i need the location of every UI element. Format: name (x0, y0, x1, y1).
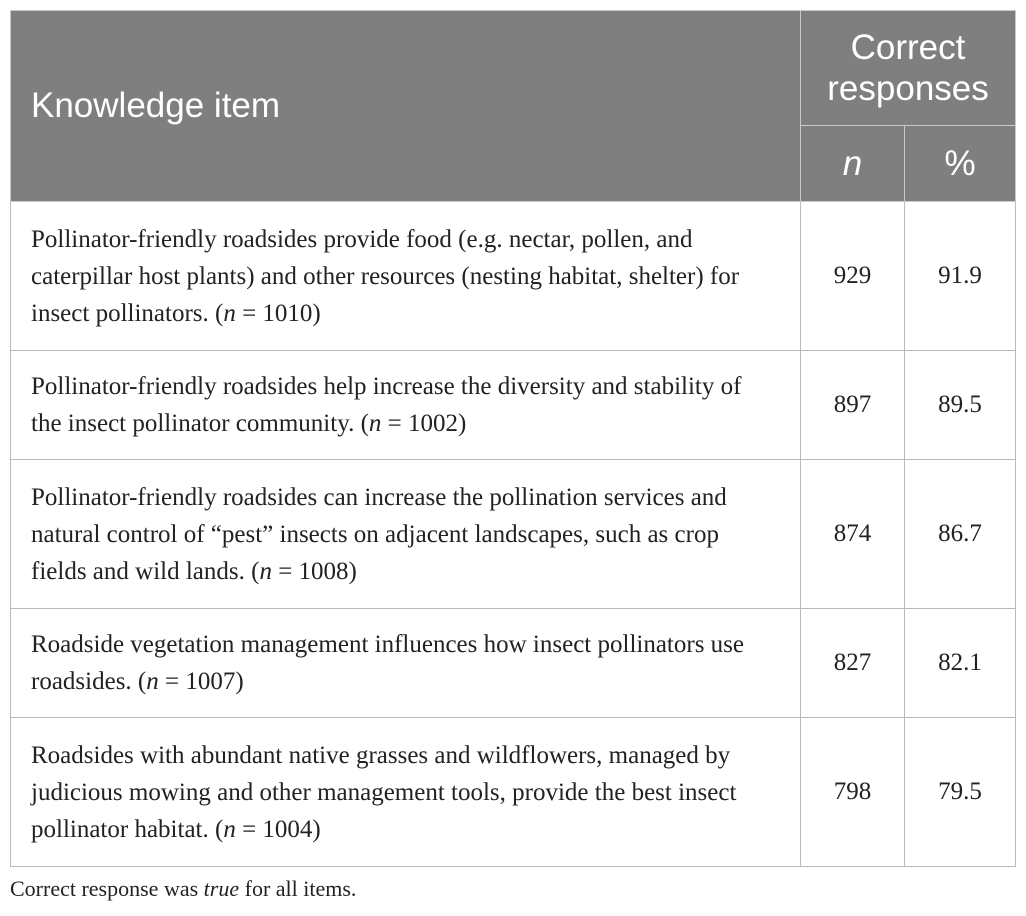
table-row (11, 609, 1016, 718)
table-row (11, 351, 1016, 460)
knowledge-item-cell (11, 609, 801, 718)
item-text: Roadsides with abundant native grasses and wildflowers, managed by judicious mowing and other management tools, provide the best insect pollinator habitat. ( (31, 741, 737, 843)
table-row (11, 460, 1016, 609)
n-cell: 897 (801, 351, 905, 460)
n-cell: 929 (801, 202, 905, 351)
n-column-header: n (801, 126, 905, 202)
item-n-label: n (368, 410, 382, 437)
percent-cell: 82.1 (905, 609, 1016, 718)
item-text: Pollinator-friendly roadsides help increase the diversity and stability of the insect pollinator community. ( (31, 373, 742, 437)
knowledge-table-container (10, 10, 1015, 867)
percent-cell: 86.7 (905, 460, 1016, 609)
percent-cell: 89.5 (905, 351, 1016, 460)
footnote-after: for all items. (239, 876, 357, 901)
knowledge-item-cell (11, 351, 801, 460)
item-n-value: = 1010) (235, 299, 321, 327)
n-cell: 874 (801, 460, 905, 609)
percent-column-header: % (905, 126, 1016, 202)
percent-cell: 91.9 (905, 202, 1016, 351)
item-n-label: n (223, 815, 236, 843)
item-n-value: = 1004) (235, 815, 321, 843)
table-header (11, 11, 1016, 202)
item-n-label: n (223, 299, 236, 327)
percent-cell: 79.5 (905, 718, 1016, 867)
footnote-emphasis: true (203, 876, 240, 901)
n-cell: 798 (801, 718, 905, 867)
knowledge-item-header: Knowledge item (11, 11, 801, 202)
n-cell: 827 (801, 609, 905, 718)
item-n-value: = 1002) (381, 410, 467, 437)
knowledge-table (10, 10, 1016, 867)
item-text: Pollinator-friendly roadsides can increase the pollination services and natural control of “pest” insects on adjacent landscapes, such as crop fields and wild lands. ( (31, 483, 727, 585)
table-body (11, 202, 1016, 867)
footnote-before: Correct response was (10, 876, 204, 901)
knowledge-item-cell (11, 202, 801, 351)
table-row (11, 718, 1016, 867)
item-n-value: = 1008) (271, 557, 357, 585)
table-footnote (10, 876, 356, 902)
item-n-value: = 1007) (158, 668, 244, 695)
knowledge-item-cell (11, 460, 801, 609)
item-text: Roadside vegetation management influences how insect pollinators use roadsides. ( (31, 631, 745, 695)
item-n-label: n (259, 557, 272, 585)
item-text: Pollinator-friendly roadsides provide food (e.g. nectar, pollen, and caterpillar host plants) and other resources (nesting habitat, shelter) for insect pollinators. ( (31, 225, 740, 327)
correct-responses-header: Correct responses (801, 11, 1016, 126)
item-n-label: n (146, 668, 159, 695)
table-row (11, 202, 1016, 351)
knowledge-item-cell (11, 718, 801, 867)
